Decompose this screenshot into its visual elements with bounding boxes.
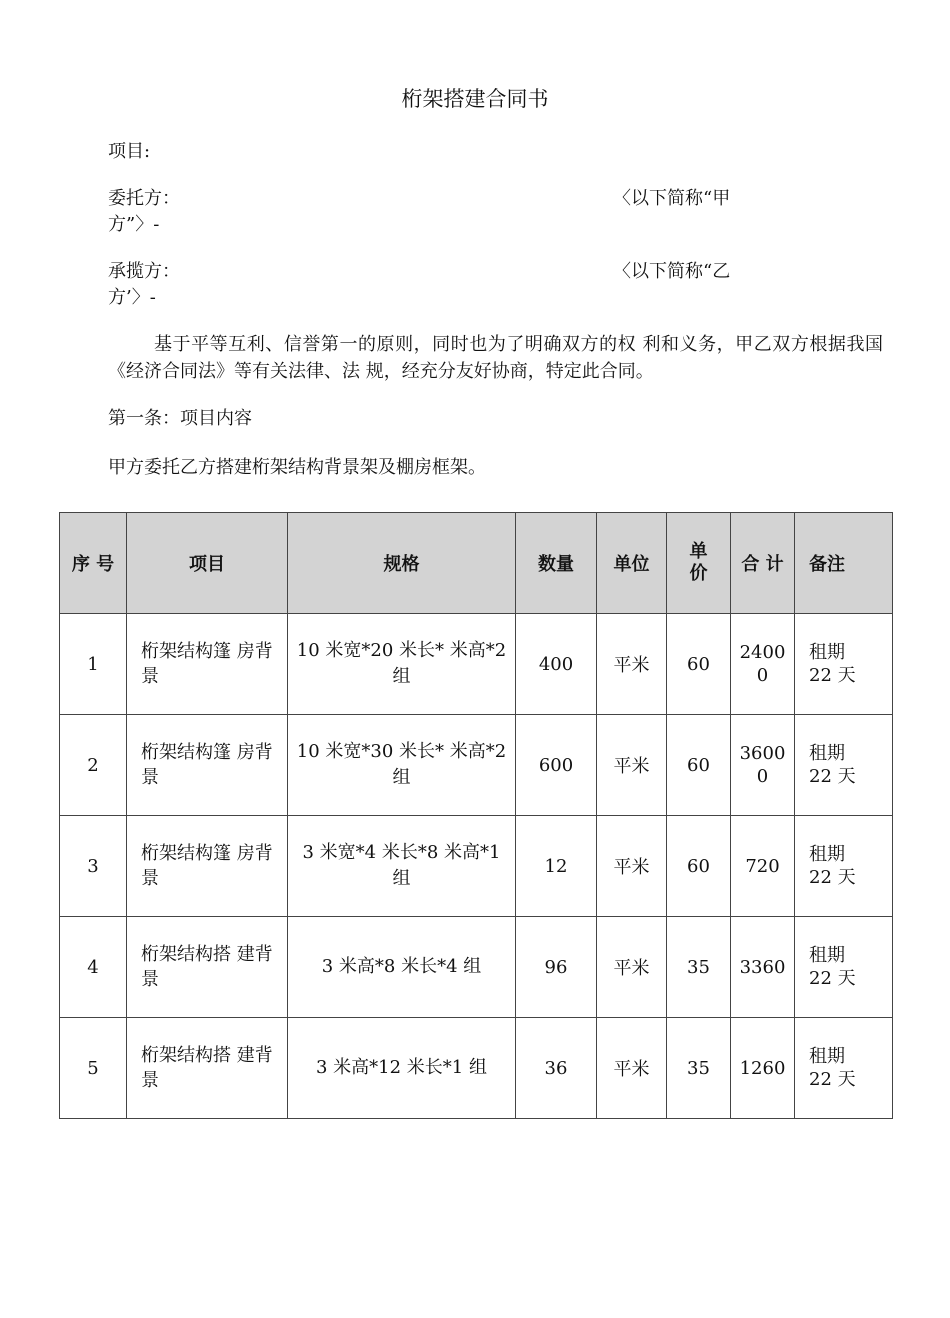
table-row [60, 715, 893, 816]
cell-price: 60 [667, 614, 731, 715]
cell-item: 桁架结构搭 建背景 [127, 917, 288, 1018]
cell-item: 桁架结构篷 房背景 [127, 816, 288, 917]
cell-spec: 10 米宽*30 米长* 米高*2 组 [288, 715, 516, 816]
client-alias-line1: 〈以下简称“甲 [613, 188, 731, 209]
table-row [60, 614, 893, 715]
cell-spec: 10 米宽*20 米长* 米高*2 组 [288, 614, 516, 715]
header-price-line2: 价 [689, 563, 708, 584]
cell-seq: 4 [60, 917, 127, 1018]
cell-spec: 3 米高*8 米长*4 组 [288, 917, 516, 1018]
note-line1: 租期 [809, 844, 845, 865]
header-total: 合 计 [731, 513, 795, 614]
client-alias-line2: 方”〉- [108, 214, 160, 235]
note-line1: 租期 [809, 642, 845, 663]
cell-price: 35 [667, 1018, 731, 1119]
note-line2: 22 天 [809, 665, 856, 686]
cell-unit: 平米 [597, 816, 667, 917]
cell-unit: 平米 [597, 917, 667, 1018]
note-line1: 租期 [809, 1046, 845, 1067]
document-title: 桁架搭建合同书 [401, 87, 549, 111]
cell-unit: 平米 [597, 1018, 667, 1119]
header-note: 备注 [795, 513, 893, 614]
cell-total: 3360 [731, 917, 795, 1018]
cell-item: 桁架结构篷 房背景 [127, 715, 288, 816]
header-unit: 单位 [597, 513, 667, 614]
header-price [667, 513, 731, 614]
cell-spec: 3 米高*12 米长*1 组 [288, 1018, 516, 1119]
table-row [60, 1018, 893, 1119]
contractor-label: 承揽方： [108, 261, 180, 282]
article1-heading: 第一条：项目内容 [108, 408, 252, 429]
client-label: 委托方： [108, 188, 180, 209]
note-line1: 租期 [809, 743, 845, 764]
cell-total: 1260 [731, 1018, 795, 1119]
intro-paragraph: 基于平等互利、信誉第一的原则，同时也为了明确双方的权 利和义务，甲乙双方根据我国《经济合同法》等有关法律、法 规，经充分友好协商，特定此合同。 [108, 334, 883, 382]
article1-text: 甲方委托乙方搭建桁架结构背景架及棚房框架。 [108, 457, 486, 478]
cell-note [795, 917, 893, 1018]
cell-seq: 1 [60, 614, 127, 715]
note-line2: 22 天 [809, 867, 856, 888]
cell-note [795, 614, 893, 715]
contractor-alias-line1: 〈以下简称“乙 [613, 261, 731, 282]
cell-qty: 36 [516, 1018, 597, 1119]
note-line2: 22 天 [809, 1069, 856, 1090]
table-row [60, 816, 893, 917]
cell-total: 36000 [731, 715, 795, 816]
cell-qty: 600 [516, 715, 597, 816]
note-line2: 22 天 [809, 968, 856, 989]
cell-note [795, 715, 893, 816]
cell-item: 桁架结构搭 建背景 [127, 1018, 288, 1119]
cell-unit: 平米 [597, 614, 667, 715]
cell-qty: 96 [516, 917, 597, 1018]
table-row [60, 917, 893, 1018]
cell-seq: 2 [60, 715, 127, 816]
cell-note [795, 1018, 893, 1119]
cell-seq: 5 [60, 1018, 127, 1119]
cell-price: 60 [667, 816, 731, 917]
cell-spec: 3 米宽*4 米长*8 米高*1 组 [288, 816, 516, 917]
note-line2: 22 天 [809, 766, 856, 787]
cell-price: 35 [667, 917, 731, 1018]
cell-total: 720 [731, 816, 795, 917]
cell-item: 桁架结构篷 房背景 [127, 614, 288, 715]
cell-seq: 3 [60, 816, 127, 917]
header-spec: 规格 [288, 513, 516, 614]
cell-note [795, 816, 893, 917]
table-header-row [60, 513, 893, 614]
cell-unit: 平米 [597, 715, 667, 816]
header-item: 项目 [127, 513, 288, 614]
header-qty: 数量 [516, 513, 597, 614]
cell-price: 60 [667, 715, 731, 816]
contract-items-table [59, 512, 893, 1119]
cell-qty: 12 [516, 816, 597, 917]
cell-total: 24000 [731, 614, 795, 715]
cell-qty: 400 [516, 614, 597, 715]
note-line1: 租期 [809, 945, 845, 966]
header-price-line1: 单 [689, 541, 708, 562]
header-seq: 序 号 [60, 513, 127, 614]
project-label: 项目: [108, 141, 151, 162]
contractor-alias-line2: 方’〉- [108, 287, 156, 308]
